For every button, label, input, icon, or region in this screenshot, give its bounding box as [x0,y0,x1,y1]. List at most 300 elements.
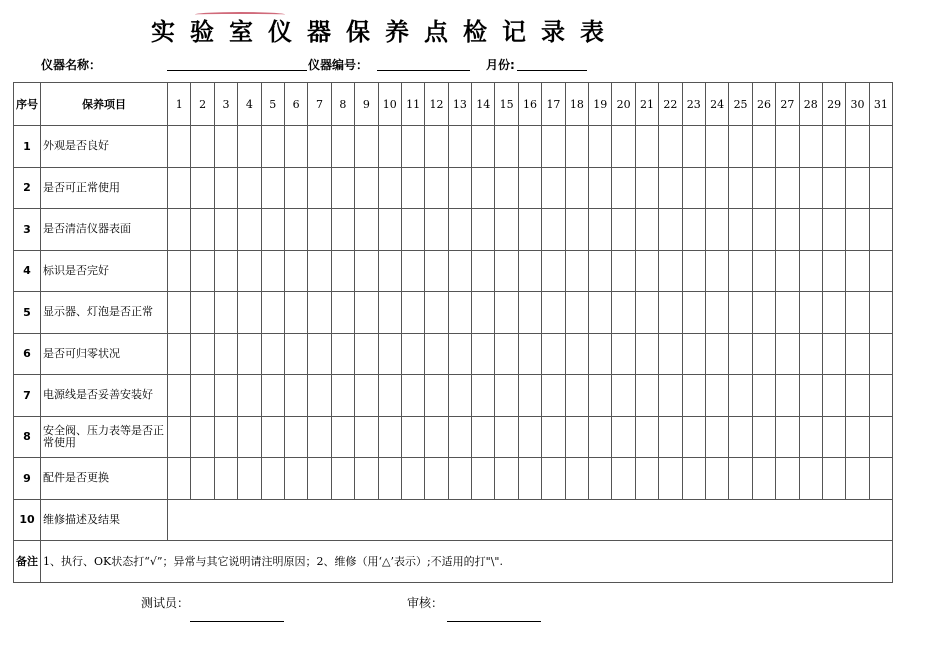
check-cell[interactable] [542,416,565,458]
row-number: 3 [14,209,41,251]
check-cell[interactable] [331,375,354,417]
check-cell[interactable] [355,167,378,209]
check-cell[interactable] [425,375,448,417]
check-cell[interactable] [682,333,705,375]
check-cell[interactable] [565,126,588,168]
check-cell[interactable] [729,167,752,209]
check-cell[interactable] [776,292,799,334]
check-cell[interactable] [191,458,214,500]
check-cell[interactable] [284,167,307,209]
check-cell[interactable] [378,458,401,500]
check-cell[interactable] [425,416,448,458]
check-cell[interactable] [214,167,237,209]
check-cell[interactable] [659,416,682,458]
check-cell[interactable] [191,126,214,168]
check-cell[interactable] [308,250,331,292]
check-cell[interactable] [846,209,869,251]
col-header-day: 18 [565,83,588,126]
check-cell[interactable] [284,250,307,292]
check-cell[interactable] [355,416,378,458]
check-cell[interactable] [846,416,869,458]
check-cell[interactable] [214,250,237,292]
check-cell[interactable] [799,292,822,334]
check-cell[interactable] [355,333,378,375]
check-cell[interactable] [214,458,237,500]
check-cell[interactable] [191,333,214,375]
check-cell[interactable] [472,333,495,375]
check-cell[interactable] [261,458,284,500]
check-cell[interactable] [682,167,705,209]
check-cell[interactable] [635,292,658,334]
check-cell[interactable] [589,458,612,500]
check-cell[interactable] [729,126,752,168]
check-cell[interactable] [612,209,635,251]
check-cell[interactable] [705,375,728,417]
check-cell[interactable] [472,375,495,417]
check-cell[interactable] [261,126,284,168]
check-cell[interactable] [612,375,635,417]
check-cell[interactable] [542,209,565,251]
check-cell[interactable] [729,292,752,334]
check-cell[interactable] [822,416,845,458]
check-cell[interactable] [565,250,588,292]
check-cell[interactable] [355,209,378,251]
check-cell[interactable] [612,167,635,209]
check-cell[interactable] [635,333,658,375]
check-cell[interactable] [191,209,214,251]
check-cell[interactable] [168,416,191,458]
check-cell[interactable] [542,250,565,292]
check-cell[interactable] [448,250,471,292]
check-cell[interactable] [331,250,354,292]
check-cell[interactable] [331,167,354,209]
check-cell[interactable] [261,209,284,251]
check-cell[interactable] [589,167,612,209]
check-cell[interactable] [705,333,728,375]
check-cell[interactable] [705,126,728,168]
check-cell[interactable] [612,333,635,375]
check-cell[interactable] [448,126,471,168]
check-cell[interactable] [238,209,261,251]
check-cell[interactable] [659,375,682,417]
check-cell[interactable] [308,126,331,168]
check-cell[interactable] [472,292,495,334]
check-cell[interactable] [846,250,869,292]
check-cell[interactable] [168,126,191,168]
check-cell[interactable] [729,250,752,292]
check-cell[interactable] [612,416,635,458]
check-cell[interactable] [776,209,799,251]
check-cell[interactable] [401,375,424,417]
check-cell[interactable] [846,458,869,500]
check-cell[interactable] [425,126,448,168]
check-cell[interactable] [589,126,612,168]
check-cell[interactable] [822,126,845,168]
check-cell[interactable] [238,375,261,417]
check-cell[interactable] [729,375,752,417]
check-cell[interactable] [635,126,658,168]
col-header-item: 保养项目 [41,83,168,126]
check-cell[interactable] [495,126,518,168]
check-cell[interactable] [472,250,495,292]
col-header-day: 20 [612,83,635,126]
check-cell[interactable] [425,292,448,334]
check-cell[interactable] [168,333,191,375]
check-cell[interactable] [822,458,845,500]
tester-signature-field[interactable] [190,607,284,622]
check-cell[interactable] [776,416,799,458]
check-cell[interactable] [425,333,448,375]
check-cell[interactable] [378,292,401,334]
check-cell[interactable] [355,375,378,417]
check-cell[interactable] [659,167,682,209]
check-cell[interactable] [846,167,869,209]
check-cell[interactable] [261,167,284,209]
check-cell[interactable] [472,167,495,209]
check-cell[interactable] [752,333,775,375]
check-cell[interactable] [284,458,307,500]
check-cell[interactable] [752,292,775,334]
check-cell[interactable] [682,250,705,292]
check-cell[interactable] [776,250,799,292]
check-cell[interactable] [635,167,658,209]
check-cell[interactable] [565,167,588,209]
check-cell[interactable] [495,458,518,500]
check-cell[interactable] [472,209,495,251]
check-cell[interactable] [822,375,845,417]
check-cell[interactable] [238,333,261,375]
check-cell[interactable] [378,209,401,251]
col-header-day: 7 [308,83,331,126]
check-cell[interactable] [705,209,728,251]
check-cell[interactable] [659,250,682,292]
check-cell[interactable] [776,333,799,375]
check-cell[interactable] [869,126,892,168]
remark-text: 1、执行、OK状态打“√”；异常与其它说明请注明原因；2、维修（用‘△’表示）;不适用的打"\". [41,541,893,583]
check-cell[interactable] [589,250,612,292]
check-cell[interactable] [355,458,378,500]
check-cell[interactable] [448,333,471,375]
check-cell[interactable] [659,209,682,251]
check-cell[interactable] [401,209,424,251]
check-cell[interactable] [659,333,682,375]
check-cell[interactable] [799,167,822,209]
check-cell[interactable] [565,416,588,458]
check-cell[interactable] [448,416,471,458]
check-cell[interactable] [612,458,635,500]
check-cell[interactable] [799,416,822,458]
check-cell[interactable] [705,292,728,334]
check-cell[interactable] [355,250,378,292]
check-cell[interactable] [589,333,612,375]
check-cell[interactable] [776,126,799,168]
check-cell[interactable] [238,250,261,292]
check-cell[interactable] [331,333,354,375]
check-cell[interactable] [589,209,612,251]
check-cell[interactable] [495,333,518,375]
check-cell[interactable] [565,209,588,251]
check-cell[interactable] [822,250,845,292]
check-cell[interactable] [518,333,541,375]
check-cell[interactable] [214,333,237,375]
row-item: 外观是否良好 [41,126,168,168]
check-cell[interactable] [214,416,237,458]
check-cell[interactable] [355,126,378,168]
check-cell[interactable] [284,209,307,251]
check-cell[interactable] [799,209,822,251]
check-cell[interactable] [284,126,307,168]
check-cell[interactable] [659,126,682,168]
check-cell[interactable] [401,416,424,458]
check-cell[interactable] [191,416,214,458]
check-cell[interactable] [682,209,705,251]
check-cell[interactable] [846,126,869,168]
check-cell[interactable] [168,375,191,417]
check-cell[interactable] [191,167,214,209]
check-cell[interactable] [308,416,331,458]
check-cell[interactable] [284,416,307,458]
check-cell[interactable] [191,375,214,417]
check-cell[interactable] [869,167,892,209]
check-cell[interactable] [635,250,658,292]
check-cell[interactable] [705,167,728,209]
check-cell[interactable] [331,458,354,500]
check-cell[interactable] [378,250,401,292]
check-cell[interactable] [401,458,424,500]
check-cell[interactable] [542,167,565,209]
check-cell[interactable] [284,375,307,417]
check-cell[interactable] [822,333,845,375]
check-cell[interactable] [682,375,705,417]
check-cell[interactable] [589,416,612,458]
row-number: 10 [14,499,41,541]
check-cell[interactable] [776,375,799,417]
check-cell[interactable] [518,292,541,334]
check-cell[interactable] [191,292,214,334]
check-cell[interactable] [682,416,705,458]
check-cell[interactable] [261,375,284,417]
check-cell[interactable] [799,375,822,417]
check-cell[interactable] [752,167,775,209]
check-cell[interactable] [261,292,284,334]
check-cell[interactable] [331,416,354,458]
check-cell[interactable] [542,126,565,168]
check-cell[interactable] [869,375,892,417]
check-cell[interactable] [238,458,261,500]
check-cell[interactable] [308,167,331,209]
table-row [14,167,893,209]
check-cell[interactable] [168,209,191,251]
check-cell[interactable] [705,416,728,458]
check-cell[interactable] [612,126,635,168]
check-cell[interactable] [284,333,307,375]
check-cell[interactable] [378,333,401,375]
check-cell[interactable] [869,458,892,500]
check-cell[interactable] [635,209,658,251]
check-cell[interactable] [682,126,705,168]
check-cell[interactable] [261,250,284,292]
check-cell[interactable] [518,375,541,417]
check-cell[interactable] [682,292,705,334]
check-cell[interactable] [168,250,191,292]
check-cell[interactable] [308,333,331,375]
check-cell[interactable] [869,416,892,458]
check-cell[interactable] [542,375,565,417]
check-cell[interactable] [472,458,495,500]
check-cell[interactable] [448,292,471,334]
check-cell[interactable] [822,292,845,334]
check-cell[interactable] [705,250,728,292]
check-cell[interactable] [565,375,588,417]
check-cell[interactable] [355,292,378,334]
check-cell[interactable] [752,250,775,292]
check-cell[interactable] [472,416,495,458]
check-cell[interactable] [799,333,822,375]
check-cell[interactable] [752,458,775,500]
check-cell[interactable] [168,458,191,500]
check-cell[interactable] [729,209,752,251]
table-row [14,375,893,417]
check-cell[interactable] [308,375,331,417]
check-cell[interactable] [495,167,518,209]
check-cell[interactable] [635,416,658,458]
check-cell[interactable] [846,292,869,334]
check-cell[interactable] [799,126,822,168]
check-cell[interactable] [542,292,565,334]
check-cell[interactable] [589,375,612,417]
check-cell[interactable] [401,126,424,168]
check-cell[interactable] [589,292,612,334]
check-cell[interactable] [331,292,354,334]
check-cell[interactable] [401,167,424,209]
check-cell[interactable] [659,292,682,334]
check-cell[interactable] [495,375,518,417]
check-cell[interactable] [214,292,237,334]
check-cell[interactable] [565,458,588,500]
check-cell[interactable] [518,416,541,458]
col-header-day: 23 [682,83,705,126]
check-cell[interactable] [846,333,869,375]
check-cell[interactable] [214,126,237,168]
check-cell[interactable] [331,209,354,251]
check-cell[interactable] [191,250,214,292]
check-cell[interactable] [308,209,331,251]
instrument-name-field[interactable] [167,56,307,71]
repair-description-cell[interactable] [168,499,893,541]
repair-label: 维修描述及结果 [41,499,168,541]
check-cell[interactable] [238,292,261,334]
check-cell[interactable] [401,292,424,334]
check-cell[interactable] [846,375,869,417]
check-cell[interactable] [378,126,401,168]
check-cell[interactable] [448,167,471,209]
check-cell[interactable] [729,333,752,375]
check-cell[interactable] [869,209,892,251]
check-cell[interactable] [869,250,892,292]
check-cell[interactable] [729,416,752,458]
check-cell[interactable] [612,292,635,334]
check-cell[interactable] [635,375,658,417]
check-cell[interactable] [495,250,518,292]
check-cell[interactable] [425,250,448,292]
check-cell[interactable] [542,333,565,375]
check-cell[interactable] [378,375,401,417]
check-cell[interactable] [518,209,541,251]
check-cell[interactable] [635,458,658,500]
check-cell[interactable] [542,458,565,500]
check-cell[interactable] [752,126,775,168]
check-cell[interactable] [331,126,354,168]
col-header-day: 1 [168,83,191,126]
check-cell[interactable] [238,126,261,168]
col-header-day: 29 [822,83,845,126]
check-cell[interactable] [378,167,401,209]
check-cell[interactable] [752,375,775,417]
check-cell[interactable] [869,333,892,375]
check-cell[interactable] [822,209,845,251]
check-cell[interactable] [518,126,541,168]
check-cell[interactable] [238,416,261,458]
check-cell[interactable] [495,209,518,251]
instrument-code-field[interactable] [377,56,470,71]
check-cell[interactable] [565,333,588,375]
check-cell[interactable] [168,292,191,334]
check-cell[interactable] [612,250,635,292]
check-cell[interactable] [659,458,682,500]
check-cell[interactable] [284,292,307,334]
month-field[interactable] [517,56,587,71]
check-cell[interactable] [425,209,448,251]
check-cell[interactable] [378,416,401,458]
reviewer-signature-field[interactable] [447,607,541,622]
check-cell[interactable] [518,250,541,292]
check-cell[interactable] [495,292,518,334]
check-cell[interactable] [308,292,331,334]
check-cell[interactable] [472,126,495,168]
check-cell[interactable] [214,375,237,417]
check-cell[interactable] [261,333,284,375]
check-cell[interactable] [425,458,448,500]
check-cell[interactable] [518,458,541,500]
check-cell[interactable] [799,250,822,292]
check-cell[interactable] [238,167,261,209]
check-cell[interactable] [495,416,518,458]
check-cell[interactable] [308,458,331,500]
col-header-day: 6 [284,83,307,126]
check-cell[interactable] [214,209,237,251]
check-cell[interactable] [869,292,892,334]
check-cell[interactable] [682,458,705,500]
check-cell[interactable] [729,458,752,500]
check-cell[interactable] [799,458,822,500]
check-cell[interactable] [168,167,191,209]
check-cell[interactable] [822,167,845,209]
check-cell[interactable] [401,333,424,375]
check-cell[interactable] [425,167,448,209]
check-cell[interactable] [776,458,799,500]
check-cell[interactable] [565,292,588,334]
check-cell[interactable] [752,416,775,458]
check-cell[interactable] [776,167,799,209]
check-cell[interactable] [401,250,424,292]
check-cell[interactable] [705,458,728,500]
check-cell[interactable] [448,375,471,417]
check-cell[interactable] [448,209,471,251]
check-cell[interactable] [261,416,284,458]
check-cell[interactable] [448,458,471,500]
check-cell[interactable] [752,209,775,251]
check-cell[interactable] [518,167,541,209]
